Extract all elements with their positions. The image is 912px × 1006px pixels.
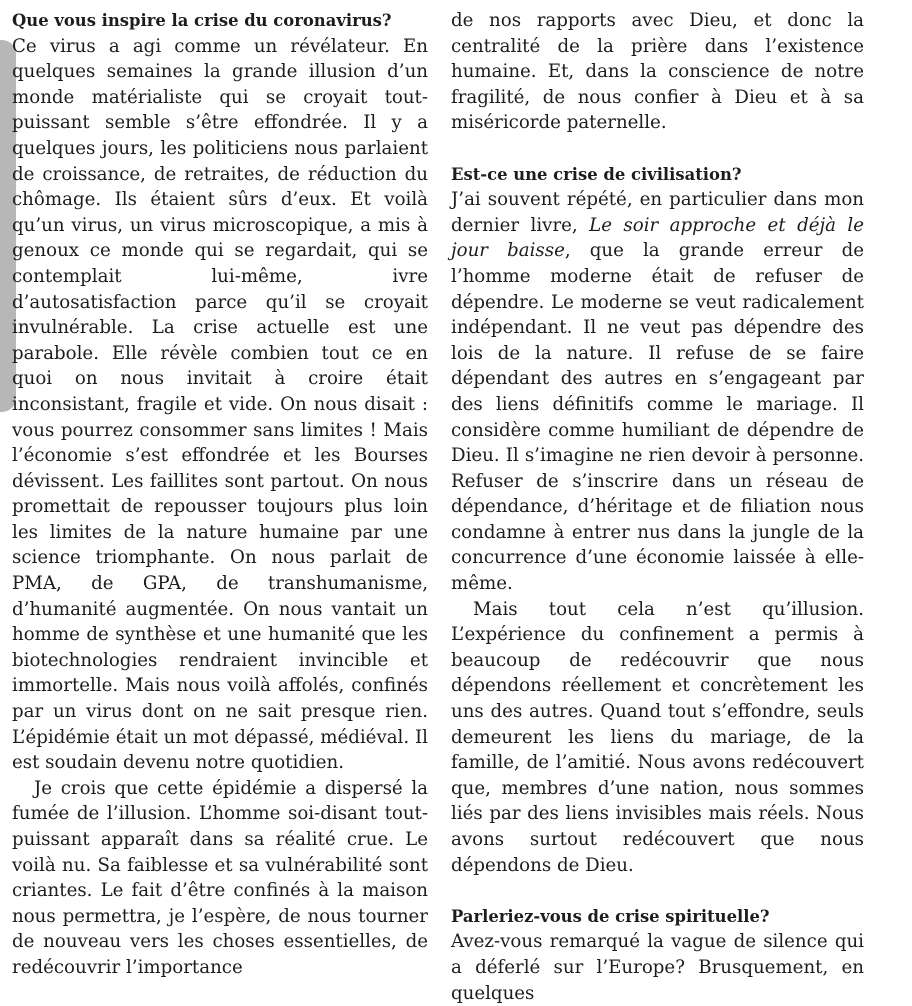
paragraph-3-rest: , que la grande erreur de l’homme moderne était de refuser de dépendre. Le moderne se veut radicalement indépendant. Il ne veut pas dépendre des lois de la nature. Il refuse de se faire dépendant des autres en s’engageant par des liens définitifs comme le mariage. Il considère comme humiliant de dépendre de Dieu. Il s’imagine ne rien devoir à personne. Refuser de s’inscrire dans un réseau de dépendance, d’héritage et de filiation nous condamne à entrer nus dans la jungle de la concurrence d’une économie laissée à elle-même. — [451, 240, 864, 595]
question-heading-3: Parleriez-vous de crise spirituelle? — [451, 906, 770, 926]
paragraph-1: Ce virus a agi comme un révélateur. En quelques semaines la grande illusion d’un monde matérialiste qui se croyait tout-puissant semble s’être effondrée. Il y a quelques jours, les politiciens nous parlaient de croissance, de retraites, de réduction du chômage. Ils étaient sûrs d’eux. Et voilà qu’un virus, un virus microscopique, a mis à genoux ce monde qui se regardait, qui se contemplait lui-même, ivre d’autosatisfaction parce qu’il se croyait invulnérable. La crise actuelle est une parabole. Elle révèle combien tout ce en quoi on nous invitait à croire était inconsistant, fragile et vide. On nous disait : vous pourrez consommer sans limites ! Mais l’économie s’est effondrée et les Bourses dévissent. Les faillites sont partout. On nous promettait de repousser toujours plus loin les limites de la nature humaine par une science triomphante. On nous parlait de PMA, de GPA, de transhumanisme, d’humanité augmentée. On nous vantait un homme de synthèse et une humanité que les biotechnologies rendraient invincible et immortelle. Mais nous voilà affolés, confinés par un virus dont on ne sait presque rien. L’épidémie était un mot dépassé, médiéval. Il est soudain devenu notre quotidien. — [12, 35, 428, 774]
question-heading-1: Que vous inspire la crise du coronavirus? — [12, 11, 392, 30]
right-column — [451, 8, 864, 1006]
left-column — [12, 8, 428, 981]
question-heading-2: Est-ce une crise de civilisation? — [451, 164, 742, 184]
paragraph-continued: de nos rapports avec Dieu, et donc la centralité de la prière dans l’existence humaine. Et, dans la conscience de notre fragilité, de nous confier à Dieu et à sa miséricorde paternelle. — [451, 10, 864, 134]
paragraph-3 — [451, 187, 864, 597]
paragraph-3-lead: J’ai souvent répété, en particulier dans mon dernier livre, — [451, 189, 864, 236]
book-title: Le soir approche et déjà le jour baisse — [451, 214, 864, 262]
paragraph-5: Avez-vous remarqué la vague de silence qui a déferlé sur l’Europe? Brusquement, en quelques — [451, 931, 864, 1004]
paragraph-2: Je crois que cette épidémie a dispersé la fumée de l’illusion. L’homme soi-disant tout-puissant apparaît dans sa réalité crue. Le voilà nu. Sa faiblesse et sa vulnérabilité sont criantes. Le fait d’être confinés à la maison nous permettra, je l’espère, de nous tourner de nouveau vers les choses essentielles, de redécouvrir l’importance — [12, 777, 428, 978]
paragraph-4: Mais tout cela n’est qu’illusion. L’expérience du confinement a permis à beaucoup de redécouvrir que nous dépendons réellement et concrètement les uns des autres. Quand tout s’effondre, seuls demeurent les liens du mariage, de la famille, de l’amitié. Nous avons redécouvert que, membres d’une nation, nous sommes liés par des liens invisibles mais réels. Nous avons surtout redécouvert que nous dépendons de Dieu. — [451, 598, 864, 876]
section-gap — [451, 136, 864, 162]
section-gap — [451, 878, 864, 904]
